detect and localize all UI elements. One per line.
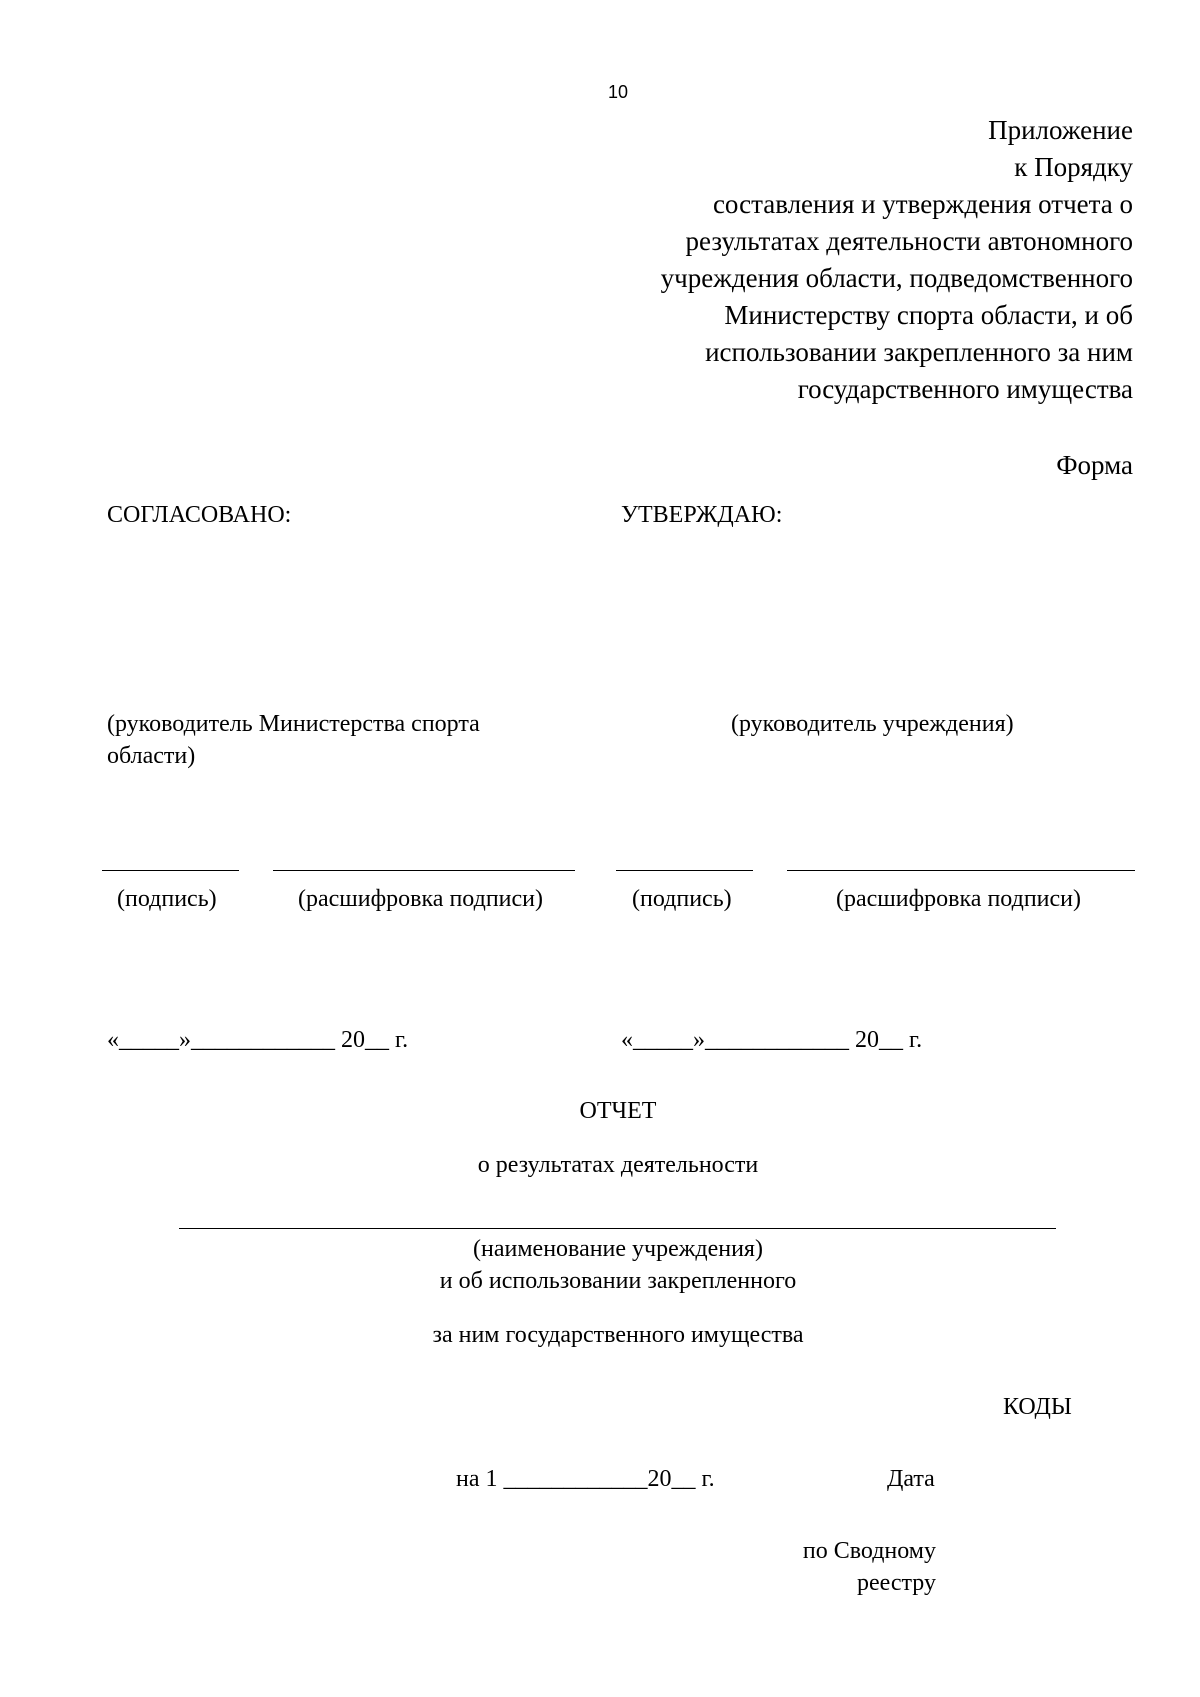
approved-heading: УТВЕРЖДАЮ:	[621, 502, 783, 528]
approved-signature-decode-line[interactable]	[787, 870, 1135, 871]
appendix-line: составления и утверждения отчета о	[712, 189, 1133, 219]
page-number: 10	[607, 82, 629, 102]
approved-signature-caption: (подпись)	[632, 886, 732, 912]
date-label: Дата	[887, 1466, 935, 1492]
approved-date-line[interactable]: «_____»____________ 20__ г.	[621, 1027, 923, 1053]
agreed-role-line1: (руководитель Министерства спорта	[107, 711, 480, 737]
as-of-blank[interactable]: ____________	[503, 1466, 648, 1492]
agreed-signature-caption: (подпись)	[117, 886, 217, 912]
as-of-prefix: на 1	[456, 1466, 504, 1492]
agreed-signature-line[interactable]	[102, 870, 239, 871]
form-label: Форма	[1056, 450, 1133, 480]
agreed-heading: СОГЛАСОВАНО:	[107, 502, 292, 528]
appendix-line: учреждения области, подведомственного	[660, 263, 1133, 293]
approved-role: (руководитель учреждения)	[731, 711, 1014, 737]
report-subtitle: о результатах деятельности	[477, 1152, 759, 1178]
appendix-line: государственного имущества	[797, 374, 1133, 404]
agreed-date-line[interactable]: «_____»____________ 20__ г.	[107, 1027, 409, 1053]
appendix-header	[661, 112, 1133, 408]
agreed-signature-decode-caption: (расшифровка подписи)	[298, 886, 543, 912]
registry-line2: реестру	[856, 1570, 936, 1596]
registry-line1: по Сводному	[802, 1538, 936, 1564]
as-of-suffix: 20__ г.	[647, 1466, 715, 1492]
appendix-line: Министерству спорта области, и об	[724, 300, 1133, 330]
as-of-date	[456, 1466, 715, 1493]
approved-signature-line[interactable]	[616, 870, 753, 871]
institution-caption: (наименование учреждения)	[473, 1236, 763, 1262]
institution-name-line[interactable]	[179, 1228, 1056, 1229]
report-title: ОТЧЕТ	[579, 1098, 657, 1124]
appendix-line: к Порядку	[1014, 152, 1133, 182]
report-usage-line: и об использовании закрепленного	[439, 1268, 797, 1294]
agreed-signature-decode-line[interactable]	[273, 870, 575, 871]
report-property-line: за ним государственного имущества	[432, 1322, 804, 1348]
appendix-line: Приложение	[988, 115, 1133, 145]
codes-label: КОДЫ	[1003, 1394, 1072, 1420]
appendix-line: использовании закрепленного за ним	[705, 337, 1133, 367]
approved-signature-decode-caption: (расшифровка подписи)	[836, 886, 1081, 912]
appendix-line: результатах деятельности автономного	[685, 226, 1133, 256]
agreed-role-line2: области)	[107, 743, 196, 769]
